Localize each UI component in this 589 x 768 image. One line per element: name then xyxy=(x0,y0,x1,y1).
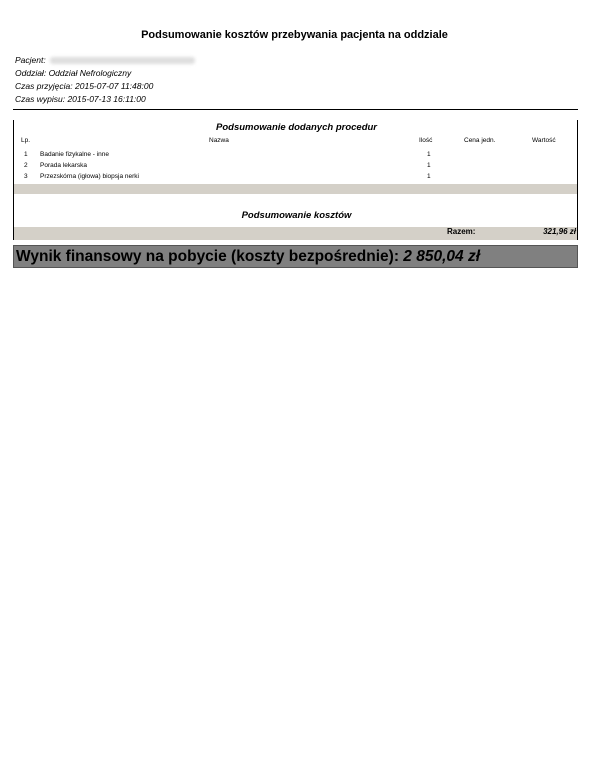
costs-total-band xyxy=(14,227,577,240)
row-ilosc: 1 xyxy=(427,162,431,169)
row-nazwa: Badanie fizykalne - inne xyxy=(40,151,110,158)
patient-name-redacted xyxy=(50,57,195,64)
procedures-section-title: Podsumowanie dodanych procedur xyxy=(216,122,377,133)
financial-result-label: Wynik finansowy na pobycie (koszty bezpośrednie): xyxy=(16,248,399,265)
patient-label: Pacjent: xyxy=(15,55,46,65)
table-row xyxy=(14,151,579,160)
table-row xyxy=(14,162,579,171)
row-nazwa: Porada lekarska xyxy=(40,162,87,169)
ward-label: Oddział: xyxy=(15,68,47,78)
row-ilosc: 1 xyxy=(427,173,431,180)
table-row xyxy=(14,173,579,182)
discharge-line xyxy=(15,93,146,105)
col-header-wartosc: Wartość xyxy=(532,137,556,144)
col-header-cena: Cena jedn. xyxy=(464,137,496,144)
patient-line xyxy=(15,54,195,66)
discharge-label: Czas wypisu: xyxy=(15,94,66,104)
total-label: Razem: xyxy=(447,227,476,236)
financial-result-value: 2 850,04 zł xyxy=(403,248,480,265)
row-lp: 2 xyxy=(24,162,28,169)
admission-label: Czas przyjęcia: xyxy=(15,81,73,91)
admission-value: 2015-07-07 11:48:00 xyxy=(75,81,154,91)
admission-line xyxy=(15,80,153,92)
page-title: Podsumowanie kosztów przebywania pacjenta na oddziale xyxy=(141,29,448,41)
procedures-footer-band xyxy=(14,184,577,194)
col-header-ilosc: Ilość xyxy=(419,137,433,144)
header-divider xyxy=(13,109,578,110)
col-header-lp: Lp. xyxy=(21,137,31,144)
financial-result-bar xyxy=(13,245,578,268)
row-ilosc: 1 xyxy=(427,151,431,158)
ward-value: Oddział Nefrologiczny xyxy=(48,68,132,78)
discharge-value: 2015-07-13 16:11:00 xyxy=(67,94,146,104)
row-lp: 3 xyxy=(24,173,28,180)
costs-section-title: Podsumowanie kosztów xyxy=(241,210,352,221)
total-value: 321,96 zł xyxy=(543,227,576,236)
summary-box xyxy=(13,120,578,240)
col-header-nazwa: Nazwa xyxy=(209,137,229,144)
row-lp: 1 xyxy=(24,151,28,158)
ward-line xyxy=(15,67,131,79)
row-nazwa: Przezskórna (igłowa) biopsja nerki xyxy=(40,173,139,180)
